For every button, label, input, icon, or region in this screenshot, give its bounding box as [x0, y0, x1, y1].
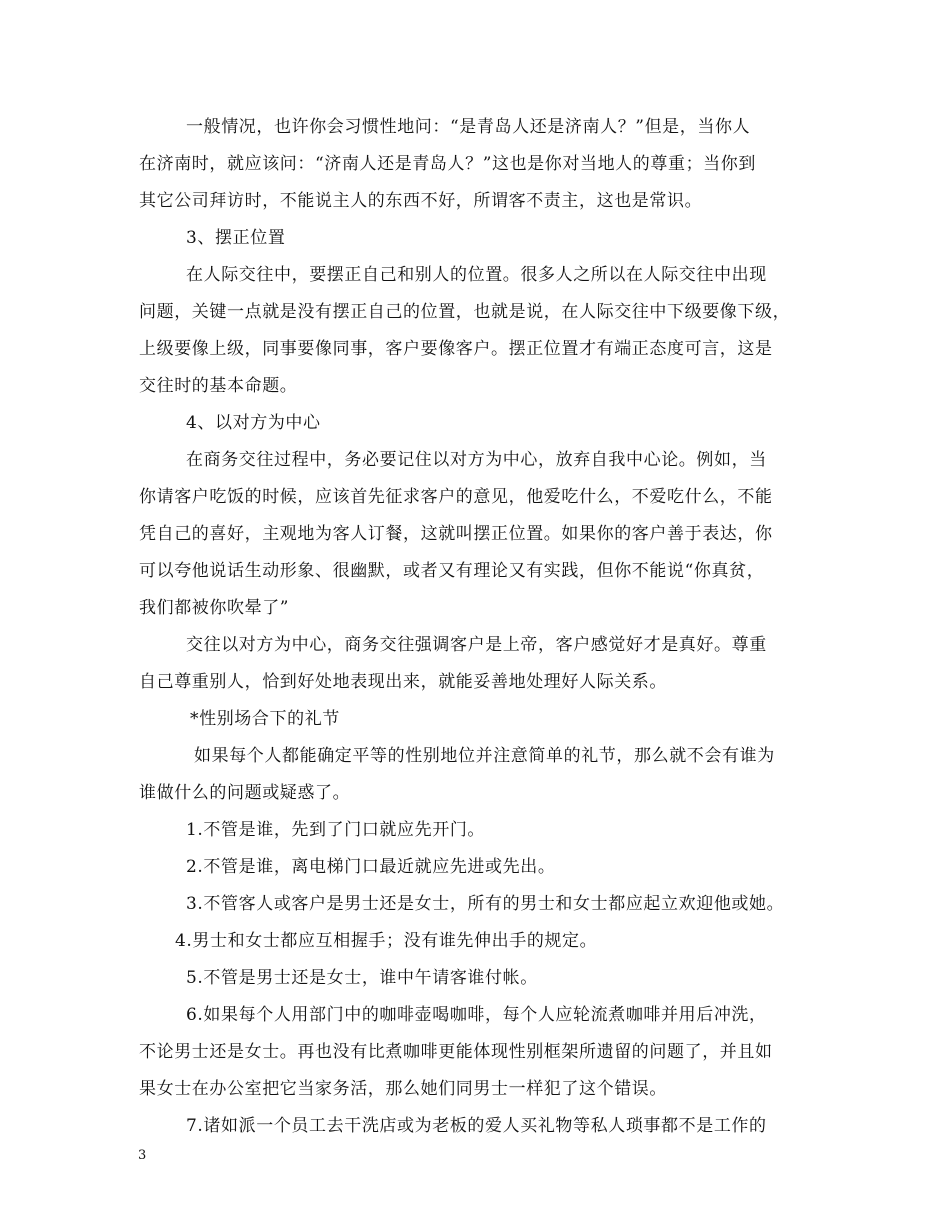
text-line: 我们都被你吹晕了”	[139, 598, 290, 618]
text-line: 果女士在办公室把它当家务活，那么她们同男士一样犯了这个错误。	[139, 1079, 667, 1099]
list-item: 5.不管是男士还是女士，谁中午请客谁付帐。	[186, 968, 538, 988]
list-item: 6.如果每个人用部门中的咖啡壶喝咖啡，每个人应轮流煮咖啡并用后冲洗，	[186, 1005, 767, 1025]
list-item: 2.不管是谁，离电梯门口最近就应先进或先出。	[186, 857, 556, 877]
text-line: 不论男士还是女士。再也没有比煮咖啡更能体现性别框架所遗留的问题了，并且如	[139, 1042, 773, 1062]
text-line: 上级要像上级，同事要像同事，客户要像客户。摆正位置才有端正态度可言，这是	[139, 339, 773, 359]
text-line: 你请客户吃饭的时候，应该首先征求客户的意见，他爱吃什么，不爱吃什么，不能	[139, 487, 773, 507]
text-line: 谁做什么的问题或疑惑了。	[139, 783, 351, 803]
text-line: 其它公司拜访时，不能说主人的东西不好，所谓客不责主，这也是常识。	[139, 191, 703, 211]
list-item: 3.不管客人或客户是男士还是女士，所有的男士和女士都应起立欢迎他或她。	[186, 894, 785, 914]
text-line: 凭自己的喜好，主观地为客人订餐，这就叫摆正位置。如果你的客户善于表达，你	[139, 524, 773, 544]
list-item: 1.不管是谁，先到了门口就应先开门。	[186, 820, 486, 840]
text-line: 交往以对方为中心，商务交往强调客户是上帝，客户感觉好才是真好。尊重	[186, 635, 767, 655]
text-line: 如果每个人都能确定平等的性别地位并注意简单的礼节，那么就不会有谁为	[194, 746, 775, 766]
section-heading: 4、以对方为中心	[186, 413, 321, 433]
section-heading: 3、摆正位置	[186, 228, 286, 248]
list-item: 4.男士和女士都应互相握手；没有谁先伸出手的规定。	[175, 931, 598, 951]
text-line: 问题，关键一点就是没有摆正自己的位置，也就是说，在人际交往中下级要像下级，	[139, 302, 791, 322]
text-line: 在商务交往过程中，务必要记住以对方为中心，放弃自我中心论。例如，当	[186, 450, 767, 470]
text-line: 在济南时，就应该问：“济南人还是青岛人？”这也是你对当地人的尊重；当你到	[139, 154, 756, 174]
text-line: 可以夸他说话生动形象、很幽默，或者又有理论又有实践，但你不能说“你真贫，	[139, 561, 765, 581]
page-number: 3	[138, 1148, 147, 1163]
section-heading: *性别场合下的礼节	[190, 709, 340, 729]
list-item: 7.诸如派一个员工去干洗店或为老板的爱人买礼物等私人琐事都不是工作的	[186, 1116, 767, 1136]
text-line: 一般情况，也许你会习惯性地问：“是青岛人还是济南人？”但是，当你人	[186, 117, 751, 137]
text-line: 交往时的基本命题。	[139, 376, 298, 396]
text-line: 在人际交往中，要摆正自己和别人的位置。很多人之所以在人际交往中出现	[186, 265, 767, 285]
text-line: 自己尊重别人，恰到好处地表现出来，就能妥善地处理好人际关系。	[139, 672, 667, 692]
